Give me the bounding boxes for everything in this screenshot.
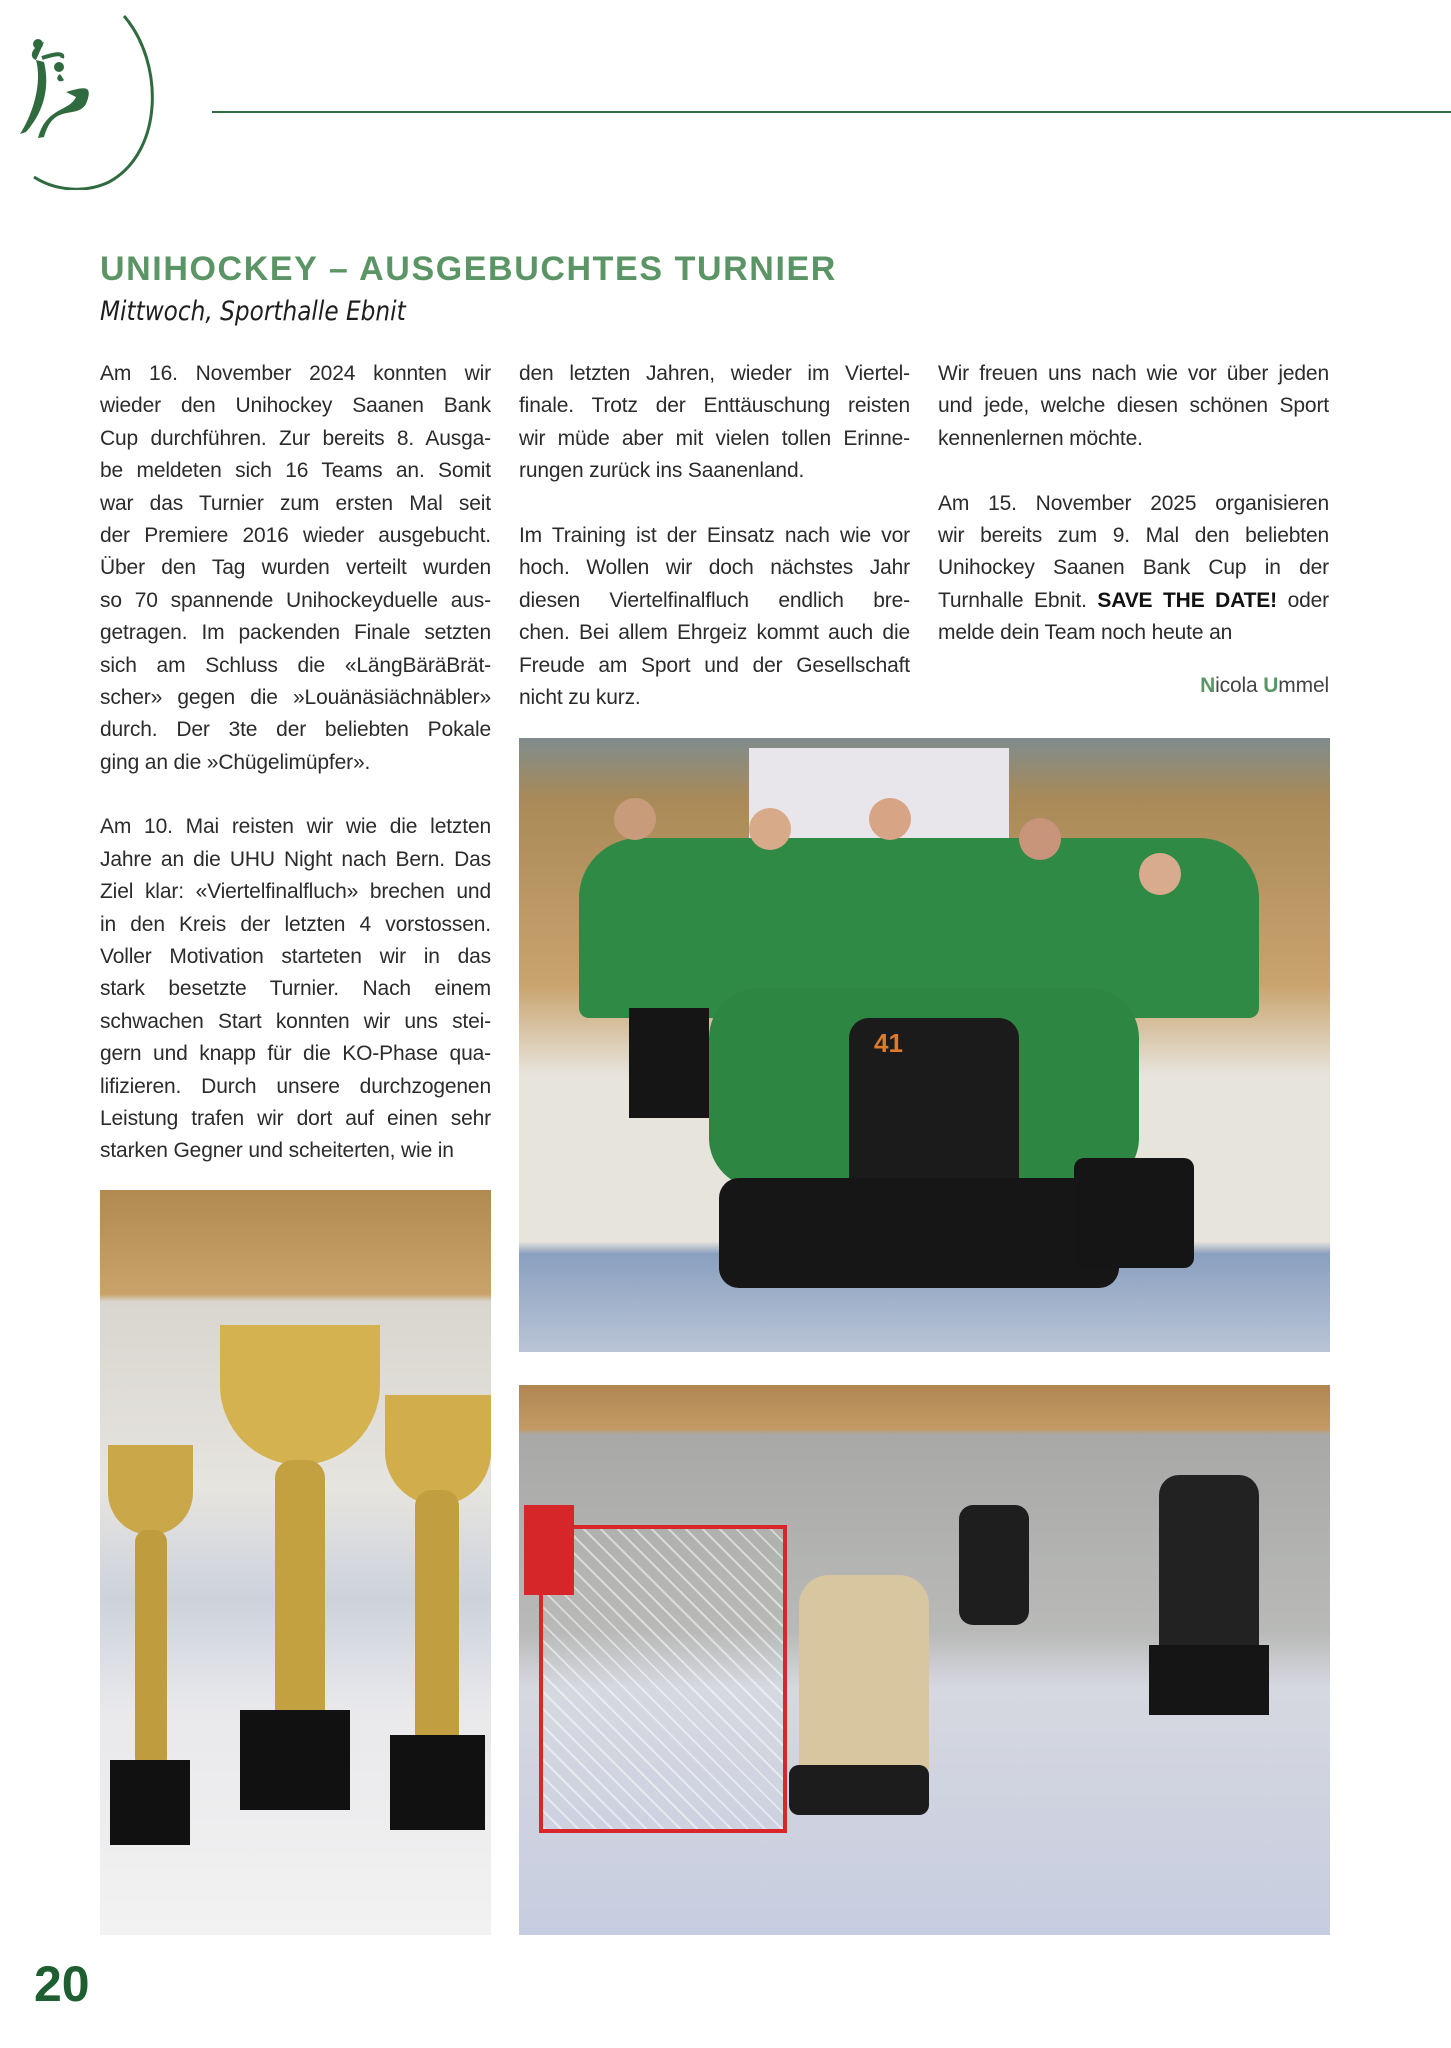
text-line: Am 15. November 2025 organisieren (938, 491, 1329, 515)
paragraph (519, 520, 910, 714)
text-line: gern und knapp für die KO-Phase qua- (100, 1042, 491, 1066)
text-line: Im Training ist der Einsatz nach wie vor (519, 523, 910, 547)
page-number: 20 (34, 1956, 90, 2012)
column-3 (938, 358, 1329, 702)
text-line: chen. Bei allem Ehrgeiz kommt auch die (519, 621, 910, 645)
author-signature: Nicola Ummel (1200, 673, 1329, 697)
text-line: wir bereits zum 9. Mal den beliebten (938, 523, 1329, 547)
text-line: melde dein Team noch heute an (938, 621, 1233, 645)
text-line: lifizieren. Durch unsere durchzogenen (100, 1074, 491, 1098)
article-subtitle: Mittwoch, Sporthalle Ebnit (100, 296, 406, 327)
text-line: Am 10. Mai reisten wir wie die letzten (100, 815, 491, 839)
text-line: wieder den Unihockey Saanen Bank (100, 394, 491, 418)
text-line: Turnhalle Ebnit. SAVE THE DATE! oder (938, 588, 1329, 612)
text-line: be meldeten sich 16 Teams an. Somit (100, 459, 491, 483)
text-line: Jahre an die UHU Night nach Bern. Das (100, 847, 491, 871)
text-line: der Premiere 2016 wieder ausgebucht. (100, 523, 491, 547)
column-1 (100, 358, 491, 1168)
text-line: ging an die »Chügelimüpfer». (100, 750, 371, 774)
text-line: finale. Trotz der Enttäuschung reisten (519, 394, 910, 418)
text-line: wir müde aber mit vielen tollen Erinne- (519, 426, 910, 450)
text-line: diesen Viertelfinalfluch endlich bre- (519, 588, 910, 612)
text-line: so 70 spannende Unihockeyduelle aus- (100, 588, 491, 612)
text-line: Leistung trafen wir dort auf einen sehr (100, 1106, 491, 1130)
club-logo-icon (14, 12, 189, 190)
text-line: rungen zurück ins Saanenland. (519, 459, 805, 483)
text-line: und jede, welche diesen schönen Sport (938, 394, 1329, 418)
paragraph (938, 358, 1329, 455)
text-line: Voller Motivation starteten wir in das (100, 945, 491, 969)
text-line: Cup durchführen. Zur bereits 8. Ausga- (100, 426, 491, 450)
paragraph (100, 811, 491, 1167)
text-line: in den Kreis der letzten 4 vorstossen. (100, 912, 491, 936)
text-line: Über den Tag wurden verteilt wurden (100, 556, 491, 580)
header-rule (212, 111, 1451, 113)
photo-trophies (100, 1190, 491, 1935)
text-line: sich am Schluss die «LängBäräBrät- (100, 653, 491, 677)
photo-team (519, 738, 1330, 1352)
article-title: UNIHOCKEY – AUSGEBUCHTES TURNIER (100, 250, 837, 288)
text-line: kennenlernen möchte. (938, 426, 1143, 450)
paragraph (100, 358, 491, 779)
text-line: nicht zu kurz. (519, 685, 641, 709)
text-line: hoch. Wollen wir doch nächstes Jahr (519, 556, 910, 580)
save-the-date: SAVE THE DATE! (1097, 588, 1277, 612)
jersey-number: 41 (874, 1028, 903, 1058)
photo-game (519, 1385, 1330, 1935)
text-line: schwachen Start konnten wir uns stei- (100, 1009, 491, 1033)
text-line: Freude am Sport und der Gesellschaft (519, 653, 910, 677)
text-line: getragen. Im packenden Finale setzten (100, 621, 491, 645)
column-2 (519, 358, 910, 714)
text-line: stark besetzte Turnier. Nach einem (100, 977, 491, 1001)
text-line: Unihockey Saanen Bank Cup in der (938, 556, 1329, 580)
text-line: starken Gegner und scheiterten, wie in (100, 1139, 454, 1163)
text-line: Ziel klar: «Viertelfinalfluch» brechen und (100, 880, 491, 904)
text-line: Wir freuen uns nach wie vor über jeden (938, 362, 1329, 385)
text-line: Am 16. November 2024 konnten wir (100, 362, 491, 385)
text-line: durch. Der 3te der beliebten Pokale (100, 718, 491, 742)
text-line: den letzten Jahren, wieder im Viertel- (519, 362, 910, 385)
paragraph (519, 358, 910, 488)
paragraph (938, 488, 1329, 585)
text-line: war das Turnier zum ersten Mal seit (100, 491, 491, 515)
text-line: scher» gegen die »Louänäsiächnäbler» (100, 685, 491, 709)
